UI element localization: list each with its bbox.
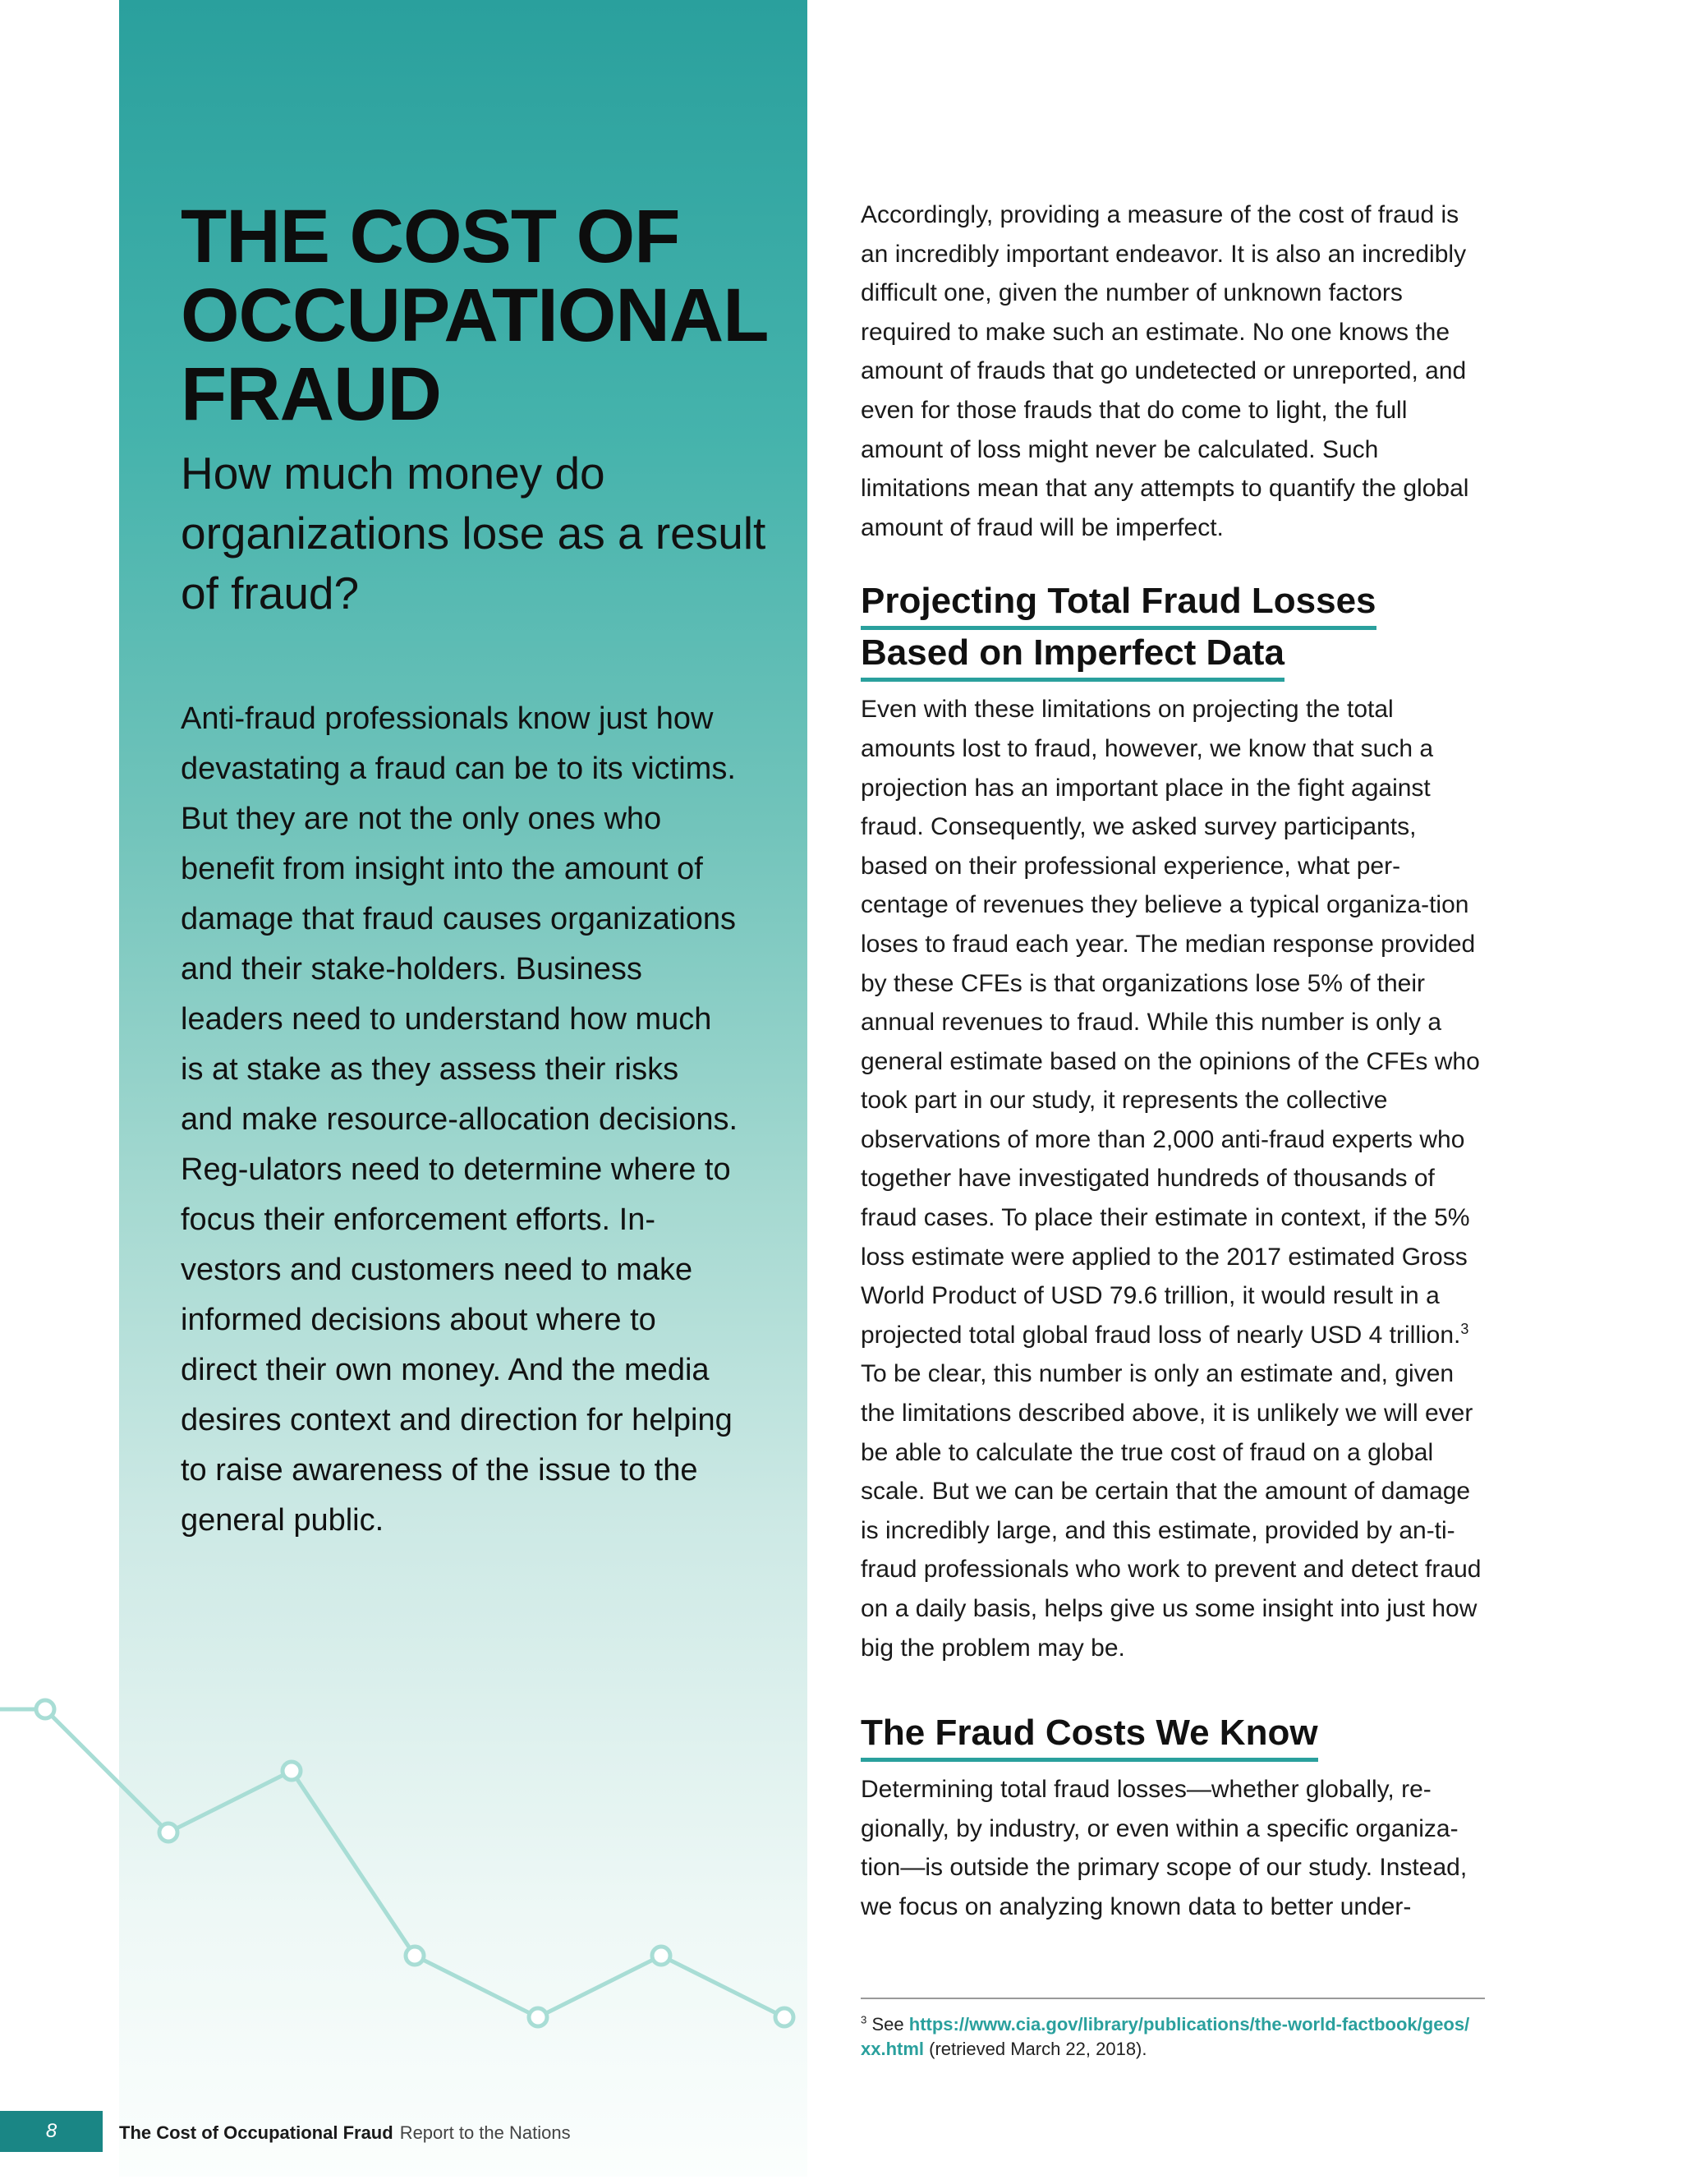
chart-line <box>0 1709 784 2017</box>
decorative-line-chart <box>0 1692 821 2053</box>
footer-report-subtitle: Report to the Nations <box>399 2122 571 2143</box>
known-costs-paragraph: Determining total fraud losses—whether globally, re-gionally, by industry, or even within a specific organiza-tion—is outside the primary scope of our study. Instead, we focus on analyzing known data to better under- <box>861 1776 1468 1920</box>
footer-report-title: The Cost of Occupational Fraud <box>119 2122 393 2143</box>
footnote-see: See <box>871 2014 904 2035</box>
heading-known-costs-text: The Fraud Costs We Know <box>861 1710 1318 1762</box>
page-number: 8 <box>0 2111 103 2152</box>
title-line-2: OCCUPATIONAL <box>181 274 769 357</box>
cost-measure-paragraph: Accordingly, providing a measure of the cost of fraud is an incredibly important endeavor. It is also an incredibly difficult one, given the number of unknown factors required to make such an estimate. No one knows the amount of frauds that go undetected or unreported, and even for those frauds that do come to light, the full amount of loss might never be calculated. Such limitations mean that any attempts to quantify the global amount of fraud will be imperfect. <box>861 201 1469 541</box>
page-title <box>181 197 805 434</box>
footnote-link-part-2: xx.html <box>861 2039 925 2059</box>
chart-point <box>283 1762 301 1780</box>
chart-point <box>406 1947 424 1965</box>
footnote-reference[interactable]: 3 <box>1460 1320 1469 1337</box>
projecting-paragraph <box>861 690 1485 1667</box>
chart-point <box>652 1947 670 1965</box>
footnote-retrieved: (retrieved March 22, 2018). <box>929 2039 1147 2059</box>
projecting-text-part-2: To be clear, this number is only an estimate and, given the limitations described above, it is unlikely we will ever be able to calculate the true cost of fraud on a global scale. But we can be certain that the amount of damage is incredibly large, and this estimate, provided by an-ti-fraud professionals who work to prevent and detect fraud on a daily basis, helps give us some insight into just how big the problem may be. <box>861 1360 1482 1662</box>
intro-paragraph: Anti-fraud professionals know just how devastating a fraud can be to its victims. But they are not the only ones who benefit from insight into the amount of damage that fraud causes organizations and their stake-holders. Business leaders need to understand how much is at stake as they assess their risks and make resource-allocation decisions. Reg-ulators need to determine where to focus their enforcement efforts. In-vestors and customers need to make informed decisions about where to direct their own money. And the media desires context and direction for helping to raise awareness of the issue to the general public. <box>181 701 738 1538</box>
footer-title <box>119 2121 571 2145</box>
title-line-1: THE COST OF <box>181 195 680 278</box>
footnote-number: 3 <box>861 2013 867 2026</box>
chart-point <box>36 1700 54 1718</box>
heading-line-2: Based on Imperfect Data <box>861 630 1284 682</box>
footnote-link-part-1: https://www.cia.gov/library/publications/the-world-factbook/geos/ <box>908 2014 1470 2035</box>
projecting-text-part-1: Even with these limitations on projecting the total amounts lost to fraud, however, we know that such a projection has an important place in the fight against fraud. Consequently, we asked survey participants, based on their professional experience, what per-centage of revenues they believe a typical organiza-tion loses to fraud each year. The median response provided by these CFEs is that organizations lose 5% of their annual revenues to fraud. While this number is only a general estimate based on the opinions of the CFEs who took part in our study, it represents the collective observations of more than 2,000 anti-fraud experts who together have investigated hundreds of thousands of fraud cases. To place their estimate in context, if the 5% loss estimate were applied to the 2017 estimated Gross World Product of USD 79.6 trillion, it would result in a projected total global fraud loss of nearly USD 4 trillion. <box>861 696 1480 1349</box>
page-subtitle: How much money do organizations lose as a result of fraud? <box>181 448 766 618</box>
section-heading-known-costs <box>861 1710 1318 1762</box>
heading-line-1: Projecting Total Fraud Losses <box>861 578 1376 630</box>
chart-point <box>529 2008 547 2026</box>
section-heading-projecting <box>861 578 1376 682</box>
title-line-3: FRAUD <box>181 352 441 436</box>
right-column <box>861 195 1485 1927</box>
chart-point <box>775 2008 793 2026</box>
footnote <box>861 1998 1485 2062</box>
chart-point <box>159 1823 177 1841</box>
